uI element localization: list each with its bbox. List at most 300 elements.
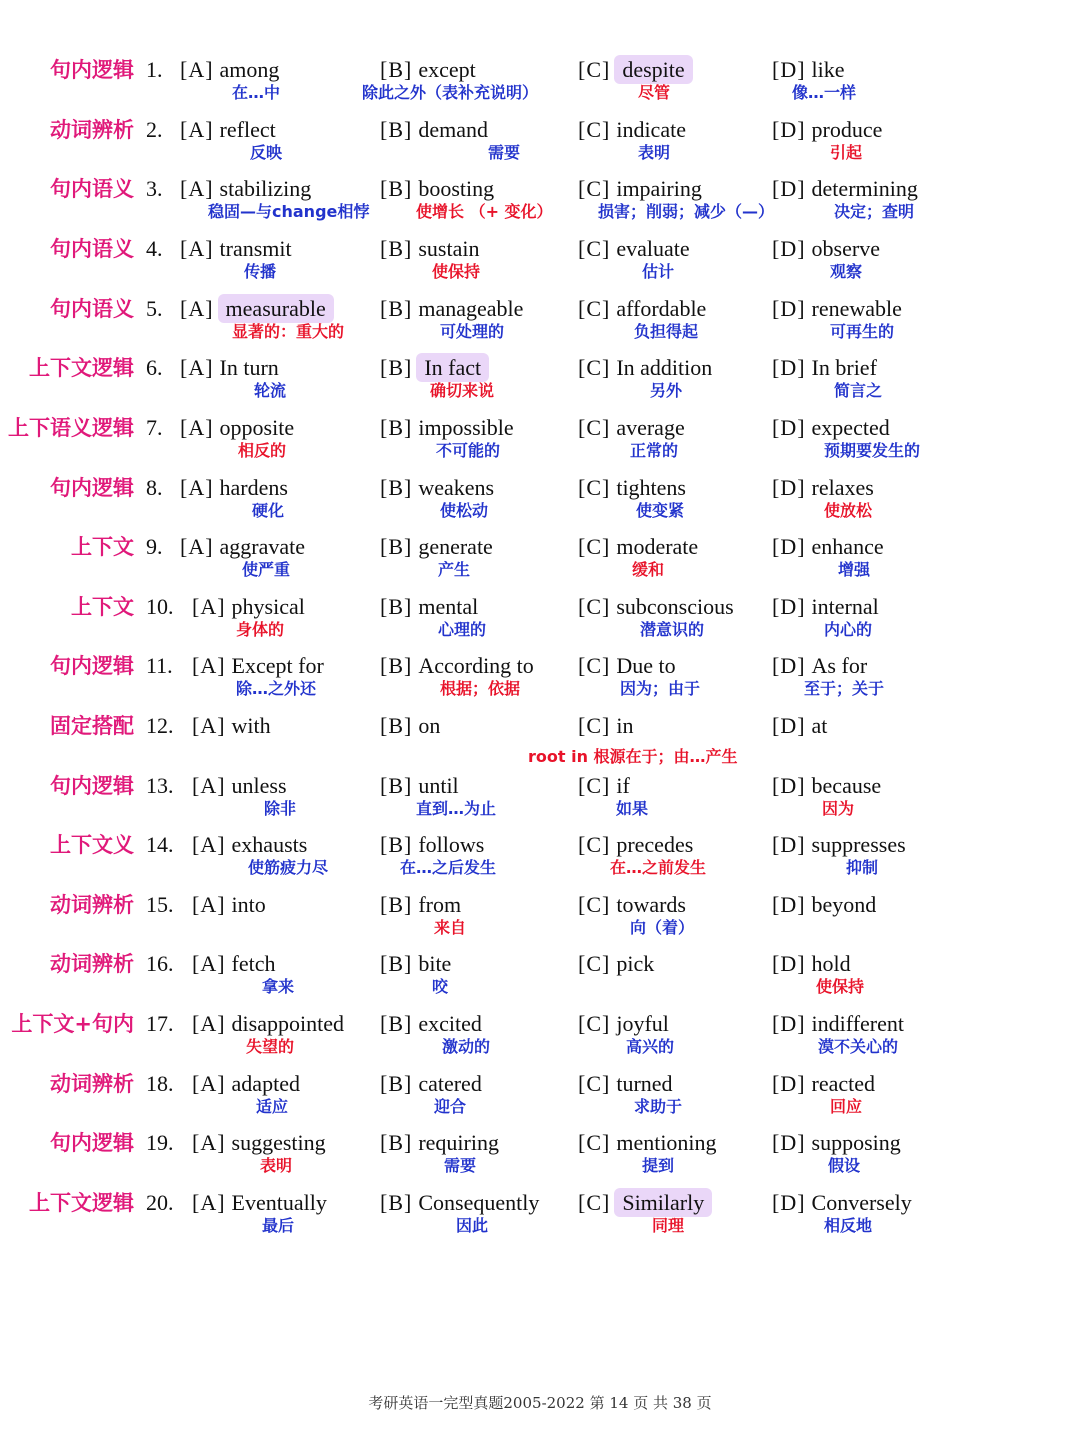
option-a — [180, 475, 290, 501]
option-word: enhance — [811, 534, 884, 559]
option-word: at — [811, 713, 828, 738]
option-letter: [D] — [772, 1130, 806, 1155]
option-word: suppresses — [811, 832, 906, 857]
option-translation: 反映 — [250, 143, 283, 162]
option-c — [578, 892, 688, 918]
option-translation: 稳固—与change相悖 — [208, 202, 370, 221]
option-c — [578, 653, 678, 679]
option-translation: 表明 — [260, 1156, 293, 1175]
option-d — [772, 951, 853, 977]
option-translation: 相反地 — [824, 1216, 873, 1235]
option-letter: [B] — [380, 475, 413, 500]
category-label: 上下文逻辑 — [29, 356, 134, 380]
category-label: 动词辨析 — [50, 952, 134, 976]
option-b — [380, 832, 486, 858]
option-letter: [B] — [380, 355, 413, 380]
option-word: As for — [811, 653, 868, 678]
option-c — [578, 475, 688, 501]
option-letter: [C] — [578, 1011, 611, 1036]
option-letter: [C] — [578, 534, 611, 559]
option-word: opposite — [219, 415, 295, 440]
question-number: 17. — [146, 1011, 174, 1036]
option-translation: 决定；查明 — [834, 202, 915, 221]
option-translation: 尽管 — [638, 83, 671, 102]
question-number: 16. — [146, 951, 174, 976]
option-letter: [D] — [772, 713, 806, 738]
category-label: 上下文 — [71, 535, 134, 559]
option-letter: [C] — [578, 176, 611, 201]
option-translation: 来自 — [434, 918, 467, 937]
option-word: produce — [811, 117, 883, 142]
option-b — [380, 1130, 501, 1156]
option-b — [380, 951, 453, 977]
question-number: 5. — [146, 296, 163, 321]
question-row — [0, 594, 1080, 654]
option-a — [180, 415, 296, 441]
option-translation: 如果 — [616, 799, 649, 818]
option-translation: 需要 — [488, 143, 521, 162]
option-translation: 除非 — [264, 799, 297, 818]
option-letter: [A] — [192, 1071, 226, 1096]
option-word: weakens — [418, 475, 495, 500]
category-label: 句内逻辑 — [50, 1131, 134, 1155]
option-letter: [A] — [180, 176, 214, 201]
option-letter: [D] — [772, 951, 806, 976]
category-label: 上下文逻辑 — [29, 1191, 134, 1215]
option-translation: 除…之外还 — [236, 679, 317, 698]
option-translation: 除此之外（表补充说明） — [362, 83, 539, 102]
option-word: beyond — [811, 892, 877, 917]
highlighted-option-word: In fact — [416, 353, 489, 382]
option-word: from — [418, 892, 462, 917]
option-a — [192, 653, 326, 679]
option-word: precedes — [616, 832, 694, 857]
option-d — [772, 892, 878, 918]
option-letter: [D] — [772, 176, 806, 201]
option-translation: 激动的 — [442, 1037, 491, 1056]
question-number: 4. — [146, 236, 163, 261]
option-word: observe — [811, 236, 880, 261]
option-word: mental — [418, 594, 479, 619]
option-a — [180, 117, 278, 143]
option-translation: 损害；削弱；减少（—） — [598, 202, 775, 221]
option-letter: [D] — [772, 1071, 806, 1096]
option-word: suggesting — [231, 1130, 326, 1155]
option-translation: 不可能的 — [436, 441, 501, 460]
option-b — [380, 236, 481, 262]
option-b — [380, 57, 478, 83]
option-word: follows — [418, 832, 485, 857]
question-row — [0, 176, 1080, 236]
option-translation: 估计 — [642, 262, 675, 281]
option-letter: [A] — [192, 713, 226, 738]
option-b — [380, 415, 516, 441]
option-translation: 内心的 — [824, 620, 873, 639]
option-a — [192, 1071, 302, 1097]
option-word: turned — [616, 1071, 673, 1096]
option-word: sustain — [418, 236, 480, 261]
option-letter: [C] — [578, 653, 611, 678]
option-letter: [C] — [578, 415, 611, 440]
option-word: until — [418, 773, 459, 798]
option-word: generate — [418, 534, 493, 559]
option-word: disappointed — [231, 1011, 344, 1036]
option-a — [180, 236, 294, 262]
option-d — [772, 415, 892, 441]
option-a — [192, 951, 278, 977]
option-word: excited — [418, 1011, 482, 1036]
option-word: indifferent — [811, 1011, 904, 1036]
option-letter: [A] — [192, 594, 226, 619]
option-c — [578, 1190, 712, 1216]
option-a — [192, 892, 268, 918]
option-letter: [D] — [772, 1190, 806, 1215]
option-letter: [D] — [772, 296, 806, 321]
option-translation: 预期要发生的 — [824, 441, 921, 460]
option-letter: [B] — [380, 653, 413, 678]
option-letter: [B] — [380, 1130, 413, 1155]
question-row — [0, 296, 1080, 356]
highlighted-option-word: Similarly — [614, 1188, 712, 1217]
question-number: 8. — [146, 475, 163, 500]
option-word: In addition — [616, 355, 713, 380]
option-word: with — [231, 713, 271, 738]
question-row — [0, 892, 1080, 952]
option-c — [578, 773, 632, 799]
question-row — [0, 653, 1080, 713]
option-translation: 在…中 — [232, 83, 281, 102]
option-word: unless — [231, 773, 287, 798]
category-label: 动词辨析 — [50, 893, 134, 917]
option-word: tightens — [616, 475, 686, 500]
option-translation: 潜意识的 — [640, 620, 705, 639]
option-letter: [B] — [380, 296, 413, 321]
option-word: requiring — [418, 1130, 499, 1155]
category-label: 句内语义 — [50, 237, 134, 261]
question-number: 15. — [146, 892, 174, 917]
option-c — [578, 236, 692, 262]
option-translation: 使放松 — [824, 501, 873, 520]
option-translation: 传播 — [244, 262, 277, 281]
category-label: 句内逻辑 — [50, 774, 134, 798]
option-translation: 使变紧 — [636, 501, 685, 520]
option-translation: 缓和 — [632, 560, 665, 579]
option-translation: 至于；关于 — [804, 679, 885, 698]
option-letter: [A] — [180, 117, 214, 142]
question-number: 7. — [146, 415, 163, 440]
option-translation: 使增长 （+ 变化） — [416, 202, 553, 221]
option-letter: [D] — [772, 236, 806, 261]
option-word: According to — [418, 653, 534, 678]
option-letter: [B] — [380, 1071, 413, 1096]
option-translation: 使严重 — [242, 560, 291, 579]
option-translation: 失望的 — [246, 1037, 295, 1056]
option-b — [380, 176, 496, 202]
question-row — [0, 1130, 1080, 1190]
option-word: adapted — [231, 1071, 300, 1096]
category-label: 固定搭配 — [50, 714, 134, 738]
option-word: subconscious — [616, 594, 734, 619]
question-number: 6. — [146, 355, 163, 380]
option-a — [180, 355, 281, 381]
option-translation: 向（着） — [630, 918, 695, 937]
option-word: among — [219, 57, 280, 82]
option-translation: 适应 — [256, 1097, 289, 1116]
option-letter: [A] — [180, 57, 214, 82]
option-translation: 心理的 — [438, 620, 487, 639]
option-letter: [D] — [772, 594, 806, 619]
option-c — [578, 832, 695, 858]
option-letter: [B] — [380, 176, 413, 201]
option-b — [380, 296, 525, 322]
question-number: 14. — [146, 832, 174, 857]
option-b — [380, 594, 480, 620]
option-letter: [C] — [578, 1130, 611, 1155]
option-translation: 回应 — [830, 1097, 863, 1116]
option-a — [192, 1011, 346, 1037]
option-letter: [A] — [192, 951, 226, 976]
option-letter: [D] — [772, 773, 806, 798]
option-translation: 像…一样 — [792, 83, 857, 102]
option-c — [578, 415, 687, 441]
option-letter: [A] — [192, 1130, 226, 1155]
option-c — [578, 296, 708, 322]
option-c — [578, 355, 714, 381]
option-word: on — [418, 713, 441, 738]
question-row — [0, 534, 1080, 594]
option-letter: [D] — [772, 534, 806, 559]
option-c — [578, 117, 688, 143]
question-number: 18. — [146, 1071, 174, 1096]
option-letter: [B] — [380, 415, 413, 440]
option-word: hardens — [219, 475, 288, 500]
option-word: aggravate — [219, 534, 306, 559]
option-letter: [B] — [380, 951, 413, 976]
option-d — [772, 832, 908, 858]
option-letter: [B] — [380, 1011, 413, 1036]
option-b — [380, 117, 490, 143]
option-word: renewable — [811, 296, 902, 321]
question-row — [0, 951, 1080, 1011]
option-letter: [B] — [380, 236, 413, 261]
question-number: 3. — [146, 176, 163, 201]
option-letter: [C] — [578, 1071, 611, 1096]
option-word: Conversely — [811, 1190, 912, 1215]
option-translation: 引起 — [830, 143, 863, 162]
option-translation: 正常的 — [630, 441, 679, 460]
option-word: exhausts — [231, 832, 308, 857]
option-c — [578, 1011, 671, 1037]
option-letter: [C] — [578, 57, 611, 82]
option-translation: 在…之前发生 — [610, 858, 707, 877]
category-label: 句内语义 — [50, 177, 134, 201]
question-number: 9. — [146, 534, 163, 559]
option-letter: [A] — [192, 892, 226, 917]
option-letter: [A] — [192, 1190, 226, 1215]
option-letter: [B] — [380, 534, 413, 559]
option-c — [578, 57, 693, 83]
option-letter: [A] — [180, 415, 214, 440]
option-d — [772, 117, 884, 143]
option-a — [192, 594, 307, 620]
option-letter: [D] — [772, 57, 806, 82]
category-label: 上下文 — [71, 595, 134, 619]
option-word: In brief — [811, 355, 877, 380]
option-letter: [C] — [578, 892, 611, 917]
option-translation: 因为 — [822, 799, 855, 818]
question-number: 10. — [146, 594, 174, 619]
option-word: hold — [811, 951, 851, 976]
option-d — [772, 773, 883, 799]
option-b — [380, 355, 489, 381]
question-row — [0, 475, 1080, 535]
option-translation: 观察 — [830, 262, 863, 281]
question-row — [0, 1011, 1080, 1071]
category-label: 上下语义逻辑 — [8, 416, 134, 440]
category-label: 动词辨析 — [50, 1072, 134, 1096]
option-word: reflect — [219, 117, 276, 142]
option-c — [578, 1130, 719, 1156]
option-translation: 表明 — [638, 143, 671, 162]
option-letter: [C] — [578, 475, 611, 500]
option-word: manageable — [418, 296, 524, 321]
option-b — [380, 653, 536, 679]
option-c — [578, 713, 635, 739]
category-label: 上下文义 — [50, 833, 134, 857]
option-letter: [B] — [380, 594, 413, 619]
question-number: 19. — [146, 1130, 174, 1155]
option-c — [578, 1071, 675, 1097]
option-letter: [B] — [380, 117, 413, 142]
option-letter: [D] — [772, 653, 806, 678]
option-b — [380, 773, 461, 799]
option-translation: 确切来说 — [430, 381, 495, 400]
option-d — [772, 713, 829, 739]
option-translation: 拿来 — [262, 977, 295, 996]
option-word: expected — [811, 415, 890, 440]
option-word: towards — [616, 892, 686, 917]
page-footer: 考研英语一完型真题2005-2022 第 14 页 共 38 页 — [368, 1394, 712, 1412]
question-number: 11. — [146, 653, 173, 678]
option-letter: [B] — [380, 773, 413, 798]
option-word: boosting — [418, 176, 495, 201]
option-translation: 使筋疲力尽 — [248, 858, 329, 877]
option-word: in — [616, 713, 634, 738]
option-translation: 漠不关心的 — [818, 1037, 899, 1056]
option-d — [772, 1130, 903, 1156]
option-a — [180, 296, 334, 322]
option-translation: 因此 — [456, 1216, 489, 1235]
option-translation: 可再生的 — [830, 322, 895, 341]
category-label: 句内逻辑 — [50, 654, 134, 678]
option-word: except — [418, 57, 476, 82]
option-translation: 身体的 — [236, 620, 285, 639]
option-c — [578, 534, 700, 560]
option-translation: 轮流 — [254, 381, 287, 400]
option-letter: [D] — [772, 355, 806, 380]
option-word: transmit — [219, 236, 292, 261]
option-word: In turn — [219, 355, 279, 380]
option-letter: [A] — [180, 296, 214, 321]
option-word: Consequently — [418, 1190, 540, 1215]
option-c — [578, 176, 704, 202]
option-letter: [C] — [578, 296, 611, 321]
option-d — [772, 1071, 877, 1097]
option-d — [772, 534, 886, 560]
option-letter: [C] — [578, 117, 611, 142]
option-d — [772, 653, 869, 679]
option-letter: [A] — [180, 534, 214, 559]
option-letter: [D] — [772, 415, 806, 440]
option-translation: 抑制 — [846, 858, 879, 877]
question-row — [0, 415, 1080, 475]
option-letter: [C] — [578, 1190, 611, 1215]
highlighted-option-word: measurable — [218, 294, 334, 323]
option-word: Due to — [616, 653, 676, 678]
category-label: 句内语义 — [50, 297, 134, 321]
option-word: fetch — [231, 951, 276, 976]
option-letter: [A] — [192, 773, 226, 798]
option-letter: [A] — [180, 475, 214, 500]
option-letter: [B] — [380, 57, 413, 82]
option-translation: 因为；由于 — [620, 679, 701, 698]
option-a — [192, 1130, 328, 1156]
option-word: stabilizing — [219, 176, 312, 201]
option-translation: 另外 — [650, 381, 683, 400]
option-word: internal — [811, 594, 879, 619]
question-number: 20. — [146, 1190, 174, 1215]
option-word: supposing — [811, 1130, 901, 1155]
option-letter: [C] — [578, 832, 611, 857]
option-word: average — [616, 415, 685, 440]
option-translation: 迎合 — [434, 1097, 467, 1116]
option-letter: [A] — [192, 832, 226, 857]
option-letter: [C] — [578, 355, 611, 380]
option-a — [192, 713, 273, 739]
option-word: demand — [418, 117, 488, 142]
question-number: 2. — [146, 117, 163, 142]
option-translation: 根据；依据 — [440, 679, 521, 698]
option-b — [380, 1011, 484, 1037]
question-row — [0, 355, 1080, 415]
option-b — [380, 713, 442, 739]
option-letter: [D] — [772, 832, 806, 857]
question-row — [0, 117, 1080, 177]
option-a — [192, 773, 289, 799]
option-letter: [A] — [180, 236, 214, 261]
question-number: 12. — [146, 713, 174, 738]
option-letter: [B] — [380, 892, 413, 917]
option-letter: [C] — [578, 773, 611, 798]
option-letter: [D] — [772, 117, 806, 142]
question-row — [0, 713, 1080, 773]
option-word: bite — [418, 951, 452, 976]
option-word: if — [616, 773, 630, 798]
option-translation: 提到 — [642, 1156, 675, 1175]
option-word: reacted — [811, 1071, 876, 1096]
option-a — [180, 176, 313, 202]
option-word: into — [231, 892, 266, 917]
option-word: impairing — [616, 176, 702, 201]
option-a — [180, 57, 281, 83]
option-c — [578, 594, 736, 620]
option-word: moderate — [616, 534, 699, 559]
question-row — [0, 773, 1080, 833]
option-translation: 使保持 — [816, 977, 865, 996]
option-translation: 使保持 — [432, 262, 481, 281]
option-translation: 使松动 — [440, 501, 489, 520]
option-word: indicate — [616, 117, 686, 142]
